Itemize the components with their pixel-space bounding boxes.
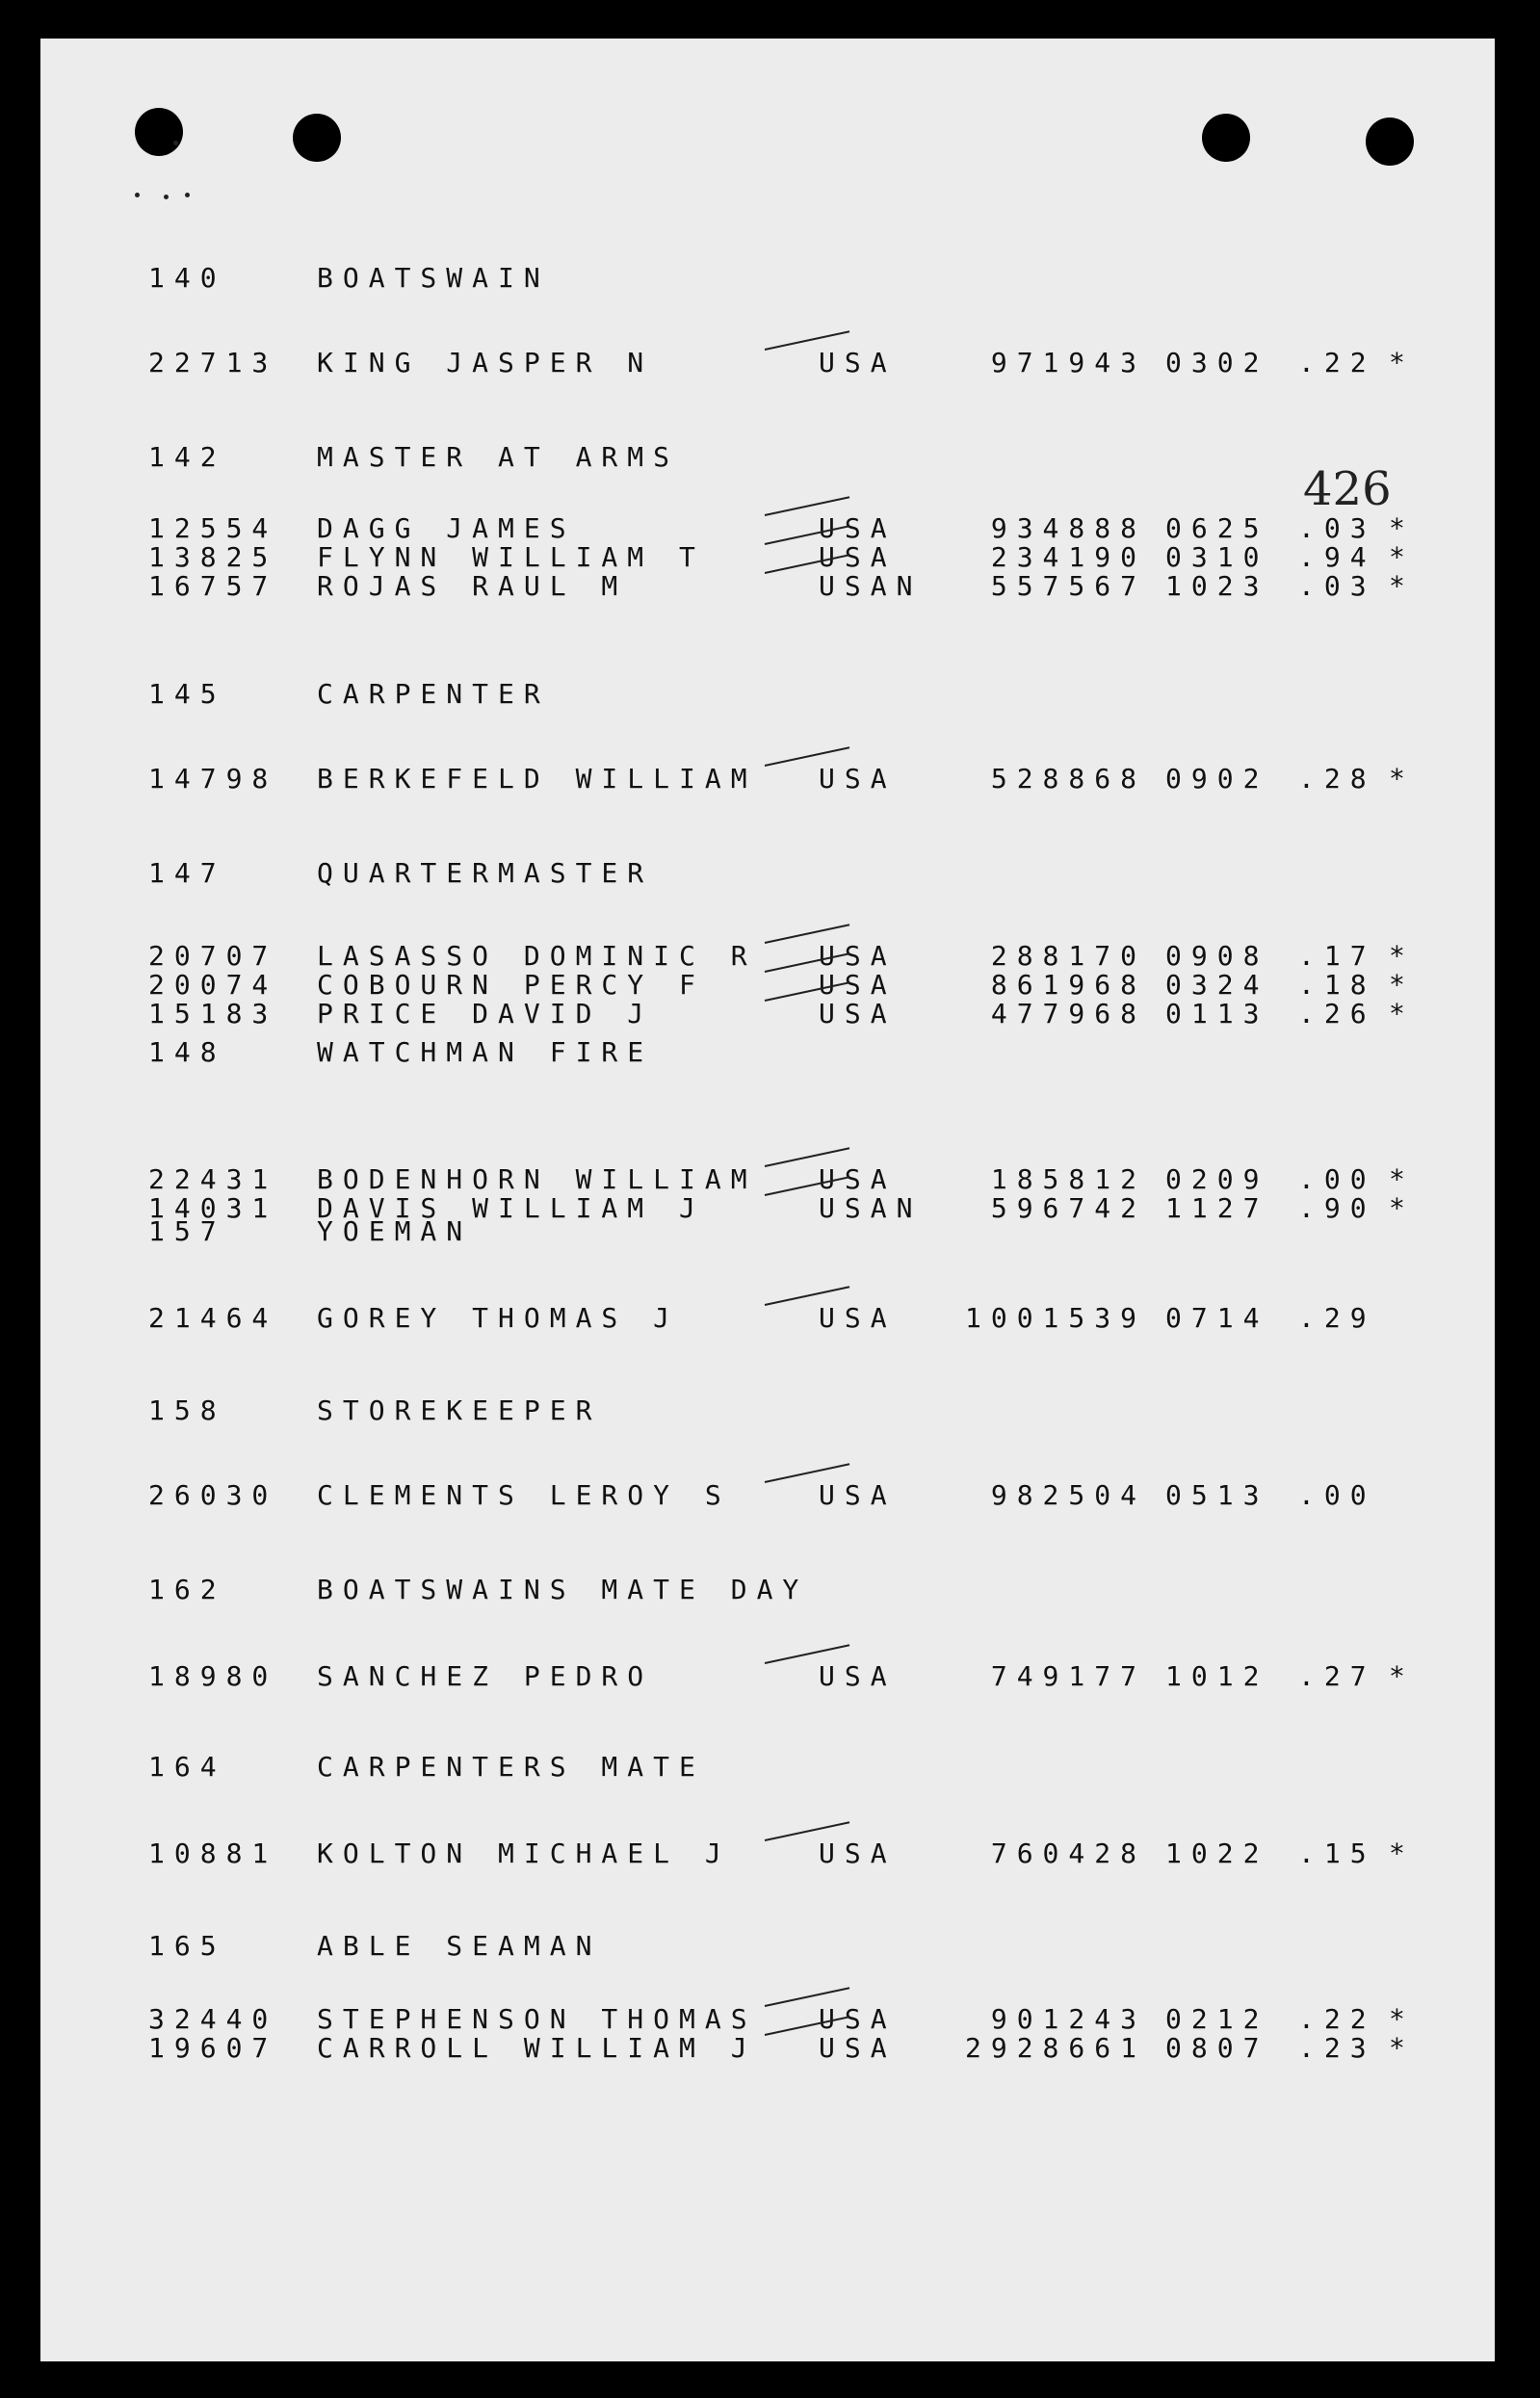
citizenship: USA: [819, 998, 897, 1030]
crew-date: 0209: [1165, 1163, 1269, 1195]
job-title: WATCHMAN FIRE: [317, 1036, 654, 1068]
job-code: 158: [148, 1394, 226, 1426]
crew-date: 0513: [1165, 1479, 1269, 1511]
crew-value: .22: [1298, 2003, 1376, 2035]
crew-date: 0714: [1165, 1302, 1269, 1334]
crew-name: BODENHORN WILLIAM: [317, 1163, 757, 1195]
asterisk-mark: *: [1389, 2003, 1405, 2035]
crew-value: .28: [1298, 763, 1376, 795]
job-title: ABLE SEAMAN: [317, 1930, 602, 1962]
crew-number: 1001539: [964, 1302, 1146, 1334]
job-title: CARPENTER: [317, 678, 550, 710]
crew-value: .00: [1298, 1479, 1376, 1511]
crew-name: DAGG JAMES: [317, 512, 576, 544]
crew-id: 15183: [148, 998, 278, 1030]
crew-number: 234190: [990, 541, 1146, 573]
crew-number: 749177: [990, 1660, 1146, 1692]
citizenship: USAN: [819, 570, 923, 602]
job-code: 147: [148, 857, 226, 889]
job-code: 145: [148, 678, 226, 710]
citizenship: USA: [819, 541, 897, 573]
citizenship: USA: [819, 940, 897, 972]
document-page: [40, 39, 1495, 2361]
asterisk-mark: *: [1389, 1660, 1405, 1692]
asterisk-mark: *: [1389, 570, 1405, 602]
job-title: STOREKEEPER: [317, 1394, 602, 1426]
asterisk-mark: *: [1389, 940, 1405, 972]
citizenship: USA: [819, 512, 897, 544]
crew-id: 26030: [148, 1479, 278, 1511]
crew-value: .17: [1298, 940, 1376, 972]
asterisk-mark: *: [1389, 347, 1405, 378]
punch-hole: [293, 114, 341, 162]
crew-name: KING JASPER N: [317, 347, 654, 378]
crew-value: .29: [1298, 1302, 1376, 1334]
job-code: 164: [148, 1751, 226, 1783]
crew-date: 0212: [1165, 2003, 1269, 2035]
crew-name: COBOURN PERCY F: [317, 969, 705, 1001]
crew-id: 12554: [148, 512, 278, 544]
asterisk-mark: *: [1389, 763, 1405, 795]
crew-name: PRICE DAVID J: [317, 998, 654, 1030]
crew-number: 861968: [990, 969, 1146, 1001]
crew-name: DAVIS WILLIAM J: [317, 1192, 705, 1224]
punch-hole: [135, 108, 183, 156]
citizenship: USA: [819, 969, 897, 1001]
citizenship: USAN: [819, 1192, 923, 1224]
crew-name: KOLTON MICHAEL J: [317, 1838, 731, 1869]
job-code: 142: [148, 441, 226, 473]
crew-name: ROJAS RAUL M: [317, 570, 628, 602]
job-title: MASTER AT ARMS: [317, 441, 680, 473]
citizenship: USA: [819, 1163, 897, 1195]
crew-number: 528868: [990, 763, 1146, 795]
crew-id: 22713: [148, 347, 278, 378]
asterisk-mark: *: [1389, 998, 1405, 1030]
citizenship: USA: [819, 1479, 897, 1511]
crew-name: CLEMENTS LEROY S: [317, 1479, 731, 1511]
job-code: 140: [148, 262, 226, 294]
citizenship: USA: [819, 1302, 897, 1334]
crew-date: 0113: [1165, 998, 1269, 1030]
speck: [135, 193, 140, 197]
job-code: 162: [148, 1574, 226, 1605]
citizenship: USA: [819, 1838, 897, 1869]
crew-value: .26: [1298, 998, 1376, 1030]
crew-number: 934888: [990, 512, 1146, 544]
crew-value: .03: [1298, 570, 1376, 602]
crew-name: BERKEFELD WILLIAM: [317, 763, 757, 795]
citizenship: USA: [819, 1660, 897, 1692]
crew-number: 185812: [990, 1163, 1146, 1195]
crew-id: 19607: [148, 2032, 278, 2064]
job-code: 165: [148, 1930, 226, 1962]
crew-name: GOREY THOMAS J: [317, 1302, 680, 1334]
crew-number: 901243: [990, 2003, 1146, 2035]
job-title: YOEMAN: [317, 1215, 473, 1247]
crew-value: .22: [1298, 347, 1376, 378]
job-code: 148: [148, 1036, 226, 1068]
crew-date: 1012: [1165, 1660, 1269, 1692]
crew-id: 14798: [148, 763, 278, 795]
crew-value: .94: [1298, 541, 1376, 573]
crew-id: 10881: [148, 1838, 278, 1869]
asterisk-mark: *: [1389, 541, 1405, 573]
job-title: BOATSWAINS MATE DAY: [317, 1574, 809, 1605]
crew-date: 0625: [1165, 512, 1269, 544]
page-number-stamp: 426: [1303, 462, 1392, 516]
job-title: CARPENTERS MATE: [317, 1751, 705, 1783]
crew-date: 0310: [1165, 541, 1269, 573]
crew-id: 14031: [148, 1192, 278, 1224]
crew-id: 13825: [148, 541, 278, 573]
asterisk-mark: *: [1389, 512, 1405, 544]
crew-id: 16757: [148, 570, 278, 602]
crew-date: 0324: [1165, 969, 1269, 1001]
crew-number: 288170: [990, 940, 1146, 972]
crew-id: 32440: [148, 2003, 278, 2035]
speck: [164, 195, 169, 199]
crew-name: LASASSO DOMINIC R: [317, 940, 757, 972]
crew-value: .90: [1298, 1192, 1376, 1224]
job-title: BOATSWAIN: [317, 262, 550, 294]
job-title: QUARTERMASTER: [317, 857, 654, 889]
crew-date: 0908: [1165, 940, 1269, 972]
crew-id: 22431: [148, 1163, 278, 1195]
punch-hole: [1202, 114, 1250, 162]
crew-number: 596742: [990, 1192, 1146, 1224]
crew-date: 0807: [1165, 2032, 1269, 2064]
crew-name: STEPHENSON THOMAS: [317, 2003, 757, 2035]
crew-number: 477968: [990, 998, 1146, 1030]
speck: [185, 193, 190, 197]
asterisk-mark: *: [1389, 969, 1405, 1001]
crew-name: FLYNN WILLIAM T: [317, 541, 705, 573]
crew-number: 760428: [990, 1838, 1146, 1869]
crew-number: 557567: [990, 570, 1146, 602]
crew-date: 1022: [1165, 1838, 1269, 1869]
crew-number: 982504: [990, 1479, 1146, 1511]
crew-id: 21464: [148, 1302, 278, 1334]
citizenship: USA: [819, 763, 897, 795]
crew-number: 971943: [990, 347, 1146, 378]
asterisk-mark: *: [1389, 2032, 1405, 2064]
crew-date: 1127: [1165, 1192, 1269, 1224]
crew-id: 20074: [148, 969, 278, 1001]
citizenship: USA: [819, 2003, 897, 2035]
crew-name: CARROLL WILLIAM J: [317, 2032, 757, 2064]
crew-value: .00: [1298, 1163, 1376, 1195]
crew-name: SANCHEZ PEDRO: [317, 1660, 654, 1692]
asterisk-mark: *: [1389, 1163, 1405, 1195]
job-code: 157: [148, 1215, 226, 1247]
crew-value: .03: [1298, 512, 1376, 544]
crew-id: 20707: [148, 940, 278, 972]
asterisk-mark: *: [1389, 1192, 1405, 1224]
crew-id: 18980: [148, 1660, 278, 1692]
crew-value: .27: [1298, 1660, 1376, 1692]
crew-date: 0302: [1165, 347, 1269, 378]
crew-date: 0902: [1165, 763, 1269, 795]
citizenship: USA: [819, 347, 897, 378]
speck: [173, 141, 178, 145]
crew-date: 1023: [1165, 570, 1269, 602]
crew-value: .23: [1298, 2032, 1376, 2064]
punch-hole: [1366, 117, 1414, 166]
crew-number: 2928661: [964, 2032, 1146, 2064]
citizenship: USA: [819, 2032, 897, 2064]
asterisk-mark: *: [1389, 1838, 1405, 1869]
crew-value: .18: [1298, 969, 1376, 1001]
crew-value: .15: [1298, 1838, 1376, 1869]
